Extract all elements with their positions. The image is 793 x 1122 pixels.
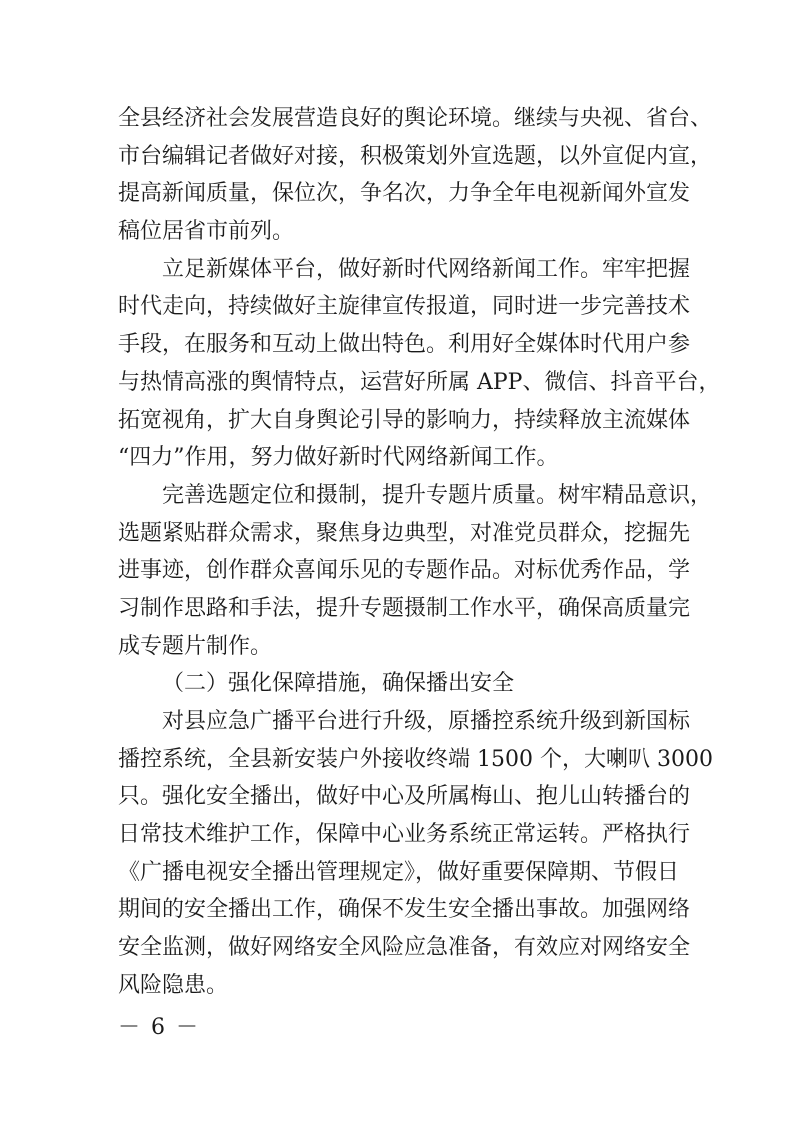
text-line: 《广播电视安全播出管理规定》，做好重要保障期、节假日 [118,859,680,885]
text-line: 播控系统，全县新安装户外接收终端 1500 个，大喇叭 3000 [118,746,713,772]
text-line: 稿位居省市前列。 [118,219,295,245]
text-line: 与热情高涨的舆情特点，运营好所属 APP、微信、抖音平台， [118,369,721,395]
text-line: 习制作思路和手法，提升专题摄制工作水平，确保高质量完 [118,595,691,621]
page-number: － 6 － [118,1015,200,1040]
text-line: 市台编辑记者做好对接，积极策划外宣选题，以外宣促内宣， [118,143,713,169]
text-line: 只。强化安全播出，做好中心及所属梅山、抱儿山转播台的 [118,784,691,810]
text-line: 手段，在服务和互动上做出特色。利用好全媒体时代用户参 [118,332,691,358]
text-line: 日常技术维护工作，保障中心业务系统正常运转。严格执行 [118,822,691,848]
paragraph-first-line: 完善选题定位和摄制，提升专题片质量。树牢精品意识， [162,482,713,508]
paragraph-first-line: 对县应急广播平台进行升级，原播控系统升级到新国标 [162,709,691,734]
text-line: 拓宽视角，扩大自身舆论引导的影响力，持续释放主流媒体 [118,407,691,433]
text-line: 期间的安全播出工作，确保不发生安全播出事故。加强网络 [118,897,691,923]
body-text [118,100,721,1005]
text-line: 成专题片制作。 [118,633,273,659]
text-line: 风险隐患。 [118,972,229,998]
text-line: 安全监测，做好网络安全风险应急准备，有效应对网络安全 [118,935,691,961]
paragraph-first-line: 立足新媒体平台，做好新时代网络新闻工作。牢牢把握 [162,256,691,282]
text-line: “四力”作用，努力做好新时代网络新闻工作。 [118,445,559,471]
text-line: 全县经济社会发展营造良好的舆论环境。继续与央视、省台、 [118,106,713,131]
text-line: 提高新闻质量，保位次，争名次，力争全年电视新闻外宣发 [118,181,691,207]
text-line: 选题紧贴群众需求，聚焦身边典型，对准党员群众，挖掘先 [118,520,691,546]
section-heading: （二）强化保障措施，确保播出安全 [162,671,515,697]
text-line: 进事迹，创作群众喜闻乐见的专题作品。对标优秀作品，学 [118,558,691,584]
text-line: 时代走向，持续做好主旋律宣传报道，同时进一步完善技术 [118,294,691,320]
